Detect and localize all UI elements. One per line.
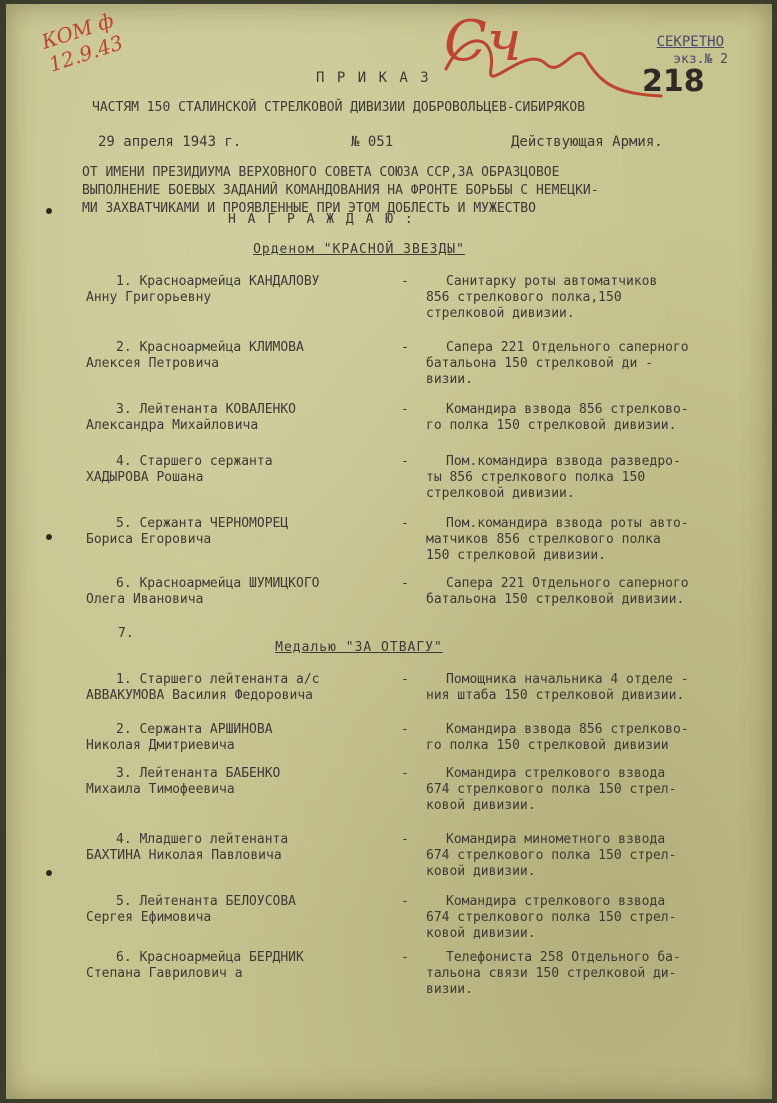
awardee-position <box>426 894 766 942</box>
awardee-position-line: 856 стрелкового полка,150 <box>426 290 622 305</box>
awardee-position-line: ковой дивизии. <box>426 926 536 941</box>
entry-dash: - <box>401 274 409 289</box>
archive-number: 218 <box>642 64 705 99</box>
awardee-position <box>426 340 766 388</box>
awardee-position-line: Командира взвода 856 стрелково- <box>446 402 689 417</box>
awardee-name <box>86 576 406 608</box>
entry-dash: - <box>401 766 409 781</box>
awardee-position <box>426 950 766 998</box>
awardee-position-line: Телефониста 258 Отдельного ба- <box>446 950 681 965</box>
awardee-name-line: 5. Лейтенанта БЕЛОУСОВА <box>116 894 297 909</box>
awardee-name <box>86 340 406 372</box>
awardee-name <box>86 894 406 926</box>
awardee-position-line: 674 стрелкового полка 150 стрел- <box>426 910 677 925</box>
awardee-name <box>86 672 406 704</box>
awardee-position-line: 674 стрелкового полка 150 стрел- <box>426 848 677 863</box>
awardee-position <box>426 516 766 564</box>
awardee-name-line: 2. Красноармейца КЛИМОВА <box>116 340 304 355</box>
awardee-name-line: Михаила Тимофеевича <box>86 782 235 797</box>
awardee-name-line: 1. Красноармейца КАНДАЛОВУ <box>116 274 320 289</box>
awardee-position-line: Командира стрелкового взвода <box>446 766 666 781</box>
awardee-name-line: АВВАКУМОВА Василия Федоровича <box>86 688 313 703</box>
document-page <box>6 4 772 1099</box>
awardee-position-line: Командира минометного взвода <box>446 832 666 847</box>
awardee-name-line: БАХТИНА Николая Павловича <box>86 848 282 863</box>
awardee-name-line: 2. Сержанта АРШИНОВА <box>116 722 273 737</box>
entry-dash: - <box>401 832 409 847</box>
punch-hole <box>46 208 52 214</box>
awardee-name <box>86 832 406 864</box>
awardee-position-line: батальона 150 стрелковой дивизии. <box>426 592 685 607</box>
order-number: № 051 <box>351 134 394 150</box>
awardee-position-line: стрелковой дивизии. <box>426 486 575 501</box>
section-red-star: Орденом "КРАСНОЙ ЗВЕЗДЫ" <box>253 242 465 257</box>
awardee-position-line: тальона связи 150 стрелковой ди- <box>426 966 677 981</box>
handwritten-note-top-left: КОМ ф 12.9.43 <box>38 7 126 77</box>
awardee-name-line: 4. Младшего лейтенанта <box>116 832 289 847</box>
awardee-position-line: батальона 150 стрелковой ди - <box>426 356 653 371</box>
awardee-position-line: Помощника начальника 4 отделе - <box>446 672 689 687</box>
awardee-position-line: Санитарку роты автоматчиков <box>446 274 658 289</box>
awardee-position-line: Сапера 221 Отдельного саперного <box>446 576 689 591</box>
secret-stamp: СЕКРЕТНО <box>656 34 724 50</box>
awardee-name-line: Олега Ивановича <box>86 592 204 607</box>
entry-dash: - <box>401 722 409 737</box>
awardee-position-line: ковой дивизии. <box>426 798 536 813</box>
punch-hole <box>46 534 52 540</box>
awardee-position-line: матчиков 856 стрелкового полка <box>426 532 661 547</box>
awardee-position-line: ты 856 стрелкового полка 150 <box>426 470 646 485</box>
order-preamble: ОТ ИМЕНИ ПРЕЗИДИУМА ВЕРХОВНОГО СОВЕТА СОЮЗА ССР,ЗА ОБРАЗЦОВОЕ ВЫПОЛНЕНИЕ БОЕВЫХ ЗАДАНИЙ КОМАНДОВАНИЯ НА ФРОНТЕ БОРЬБЫ С НЕМЕЦКИ- МИ ЗАХВАТЧИКАМИ И ПРОЯВЛЕННЫЕ ПРИ ЭТОМ ДОБЛЕСТЬ И МУЖЕСТВО <box>82 165 599 216</box>
awardee-position-line: визии. <box>426 372 473 387</box>
awardee-name-line: 3. Лейтенанта БАБЕНКО <box>116 766 281 781</box>
awardee-position-line: стрелковой дивизии. <box>426 306 575 321</box>
red-signature-stroke <box>436 24 666 104</box>
awardee-position <box>426 402 766 434</box>
entry-dash: - <box>401 576 409 591</box>
awardee-name-line: 4. Старшего сержанта <box>116 454 273 469</box>
awardee-name-line: Бориса Егоровича <box>86 532 212 547</box>
awardee-position-line: Командира взвода 856 стрелково- <box>446 722 689 737</box>
awardee-name <box>86 274 406 306</box>
awardee-position <box>426 672 766 704</box>
awardee-name <box>86 454 406 486</box>
awardee-position-line: визии. <box>426 982 473 997</box>
awardee-name-line: Сергея Ефимовича <box>86 910 212 925</box>
awardee-name-line: 6. Красноармейца БЕРДНИК <box>116 950 304 965</box>
order-title: П Р И К А З <box>316 70 431 86</box>
awardee-name-line: Николая Дмитриевича <box>86 738 235 753</box>
awardee-name <box>86 722 406 754</box>
awardee-position-line: Сапера 221 Отдельного саперного <box>446 340 689 355</box>
entry-dash: - <box>401 454 409 469</box>
order-date: 29 апреля 1943 г. <box>98 134 242 150</box>
copy-number: экз.№ 2 <box>673 52 728 67</box>
awardee-name-line: Анну Григорьевну <box>86 290 212 305</box>
order-subtitle: ЧАСТЯМ 150 СТАЛИНСКОЙ СТРЕЛКОВОЙ ДИВИЗИИ ДОБРОВОЛЬЦЕВ-СИБИРЯКОВ <box>92 100 586 115</box>
section-bravery-medal: Медалью "ЗА ОТВАГУ" <box>275 640 443 655</box>
entry-dash: - <box>401 402 409 417</box>
award-word: Н А Г Р А Ж Д А Ю : <box>228 212 415 227</box>
awardee-name-line: 6. Красноармейца ШУМИЦКОГО <box>116 576 320 591</box>
awardee-position-line: ковой дивизии. <box>426 864 536 879</box>
awardee-position-line: ния штаба 150 стрелковой дивизии. <box>426 688 685 703</box>
red-signature: Сч <box>444 9 522 74</box>
entry-dash: - <box>401 950 409 965</box>
awardee-position <box>426 274 766 322</box>
awardee-name-line: Степана Гаврилович а <box>86 966 243 981</box>
awardee-name <box>86 950 406 982</box>
awardee-position-line: 150 стрелковой дивизии. <box>426 548 607 563</box>
awardee-position <box>426 766 766 814</box>
awardee-position <box>426 832 766 880</box>
awardee-position <box>426 722 766 754</box>
awardee-position <box>426 454 766 502</box>
awardee-position-line: Пом.командира взвода разведро- <box>446 454 681 469</box>
awardee-name-line: 5. Сержанта ЧЕРНОМОРЕЦ <box>116 516 289 531</box>
item-7-number: 7. <box>118 626 134 641</box>
awardee-position-line: го полка 150 стрелковой дивизии <box>426 738 669 753</box>
awardee-position-line: го полка 150 стрелковой дивизии. <box>426 418 677 433</box>
awardee-name <box>86 766 406 798</box>
awardee-name <box>86 516 406 548</box>
awardee-name <box>86 402 406 434</box>
order-location: Действующая Армия. <box>511 134 663 150</box>
awardee-position <box>426 576 766 608</box>
awardee-position-line: 674 стрелкового полка 150 стрел- <box>426 782 677 797</box>
entry-dash: - <box>401 340 409 355</box>
entry-dash: - <box>401 894 409 909</box>
awardee-name-line: ХАДЫРОВА Рошана <box>86 470 204 485</box>
awardee-name-line: Алексея Петровича <box>86 356 220 371</box>
awardee-position-line: Командира стрелкового взвода <box>446 894 666 909</box>
awardee-name-line: 3. Лейтенанта КОВАЛЕНКО <box>116 402 297 417</box>
punch-hole <box>46 870 52 876</box>
awardee-name-line: Александра Михайловича <box>86 418 259 433</box>
awardee-position-line: Пом.командира взвода роты авто- <box>446 516 689 531</box>
awardee-name-line: 1. Старшего лейтенанта а/с <box>116 672 320 687</box>
entry-dash: - <box>401 672 409 687</box>
entry-dash: - <box>401 516 409 531</box>
